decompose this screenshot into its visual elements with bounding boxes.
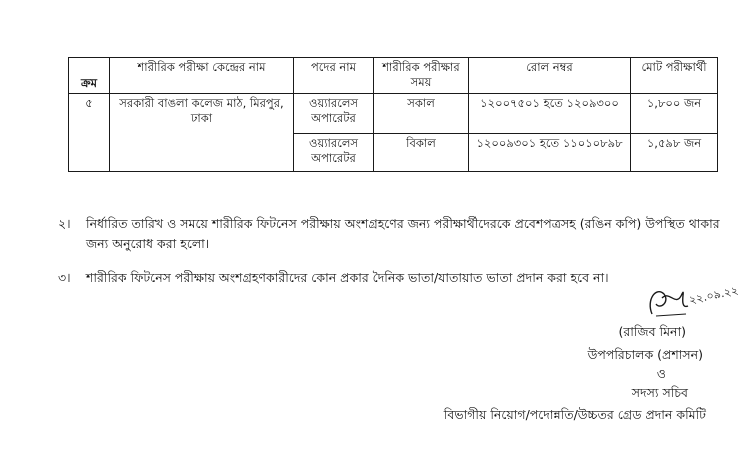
header-total: মোট পরীক্ষার্থী bbox=[631, 58, 718, 94]
roll-cell: ১২০০৯৩০১ হতে ১১০১০৮৯৮ bbox=[469, 134, 631, 172]
signatory-designation: উপপরিচালক (প্রশাসন) bbox=[587, 347, 703, 362]
time-cell: সকাল bbox=[374, 94, 469, 134]
total-cell: ১,৮০০ জন bbox=[631, 94, 718, 134]
total-cell: ১,৫৯৮ জন bbox=[631, 134, 718, 172]
paragraph-number: ২। bbox=[58, 216, 71, 231]
roll-cell: ১২০০৭৫০১ হতে ১২০৯৩০০ bbox=[469, 94, 631, 134]
committee-name: বিভাগীয় নিয়োগ/পদোন্নতি/উচ্চতর গ্রেড প্রদান কমিটি bbox=[443, 407, 706, 422]
header-roll: রোল নম্বর bbox=[469, 58, 631, 94]
post-cell: ওয়্যারলেস অপারেটর bbox=[294, 94, 374, 134]
post-cell: ওয়্যারলেস অপারেটর bbox=[294, 134, 374, 172]
header-center: শারীরিক পরীক্ষা কেন্দ্রের নাম bbox=[110, 58, 294, 94]
signatory-name: (রাজিব মিনা) bbox=[618, 324, 686, 339]
header-serial: ক্রম bbox=[69, 58, 110, 94]
svg-text:২২.০৯.২২: ২২.০৯.২২ bbox=[687, 283, 740, 307]
header-time: শারীরিক পরীক্ষার সময় bbox=[374, 58, 469, 94]
exam-schedule-table bbox=[68, 57, 718, 172]
signatory-role: সদস্য সচিব bbox=[631, 385, 688, 400]
paragraph-text: শারীরিক ফিটনেস পরীক্ষায় অংশগ্রহণকারীদের কোন প্রকার দৈনিক ভাতা/যাতায়াত ভাতা প্রদান করা হবে না। bbox=[86, 270, 609, 285]
time-cell: বিকাল bbox=[374, 134, 469, 172]
paragraph-text: নির্ধারিত তারিখ ও সময়ে শারীরিক ফিটনেস পরীক্ষায় অংশগ্রহণের জন্য পরীক্ষার্থীদেরকে প্রবেশপত্রসহ (রঙিন কপি) উপস্থিত থাকার জন্য অনুরোধ করা হলো। bbox=[86, 216, 720, 251]
header-post: পদের নাম bbox=[294, 58, 374, 94]
handwritten-signature bbox=[642, 280, 746, 324]
table-row bbox=[69, 94, 718, 134]
table-header-row bbox=[69, 58, 718, 94]
serial-cell: ৫ bbox=[69, 94, 110, 172]
center-cell: সরকারী বাঙলা কলেজ মাঠ, মিরপুর, ঢাকা bbox=[110, 94, 294, 172]
signatory-conjunction: ও bbox=[656, 366, 666, 381]
paragraph-number: ৩। bbox=[58, 270, 71, 285]
